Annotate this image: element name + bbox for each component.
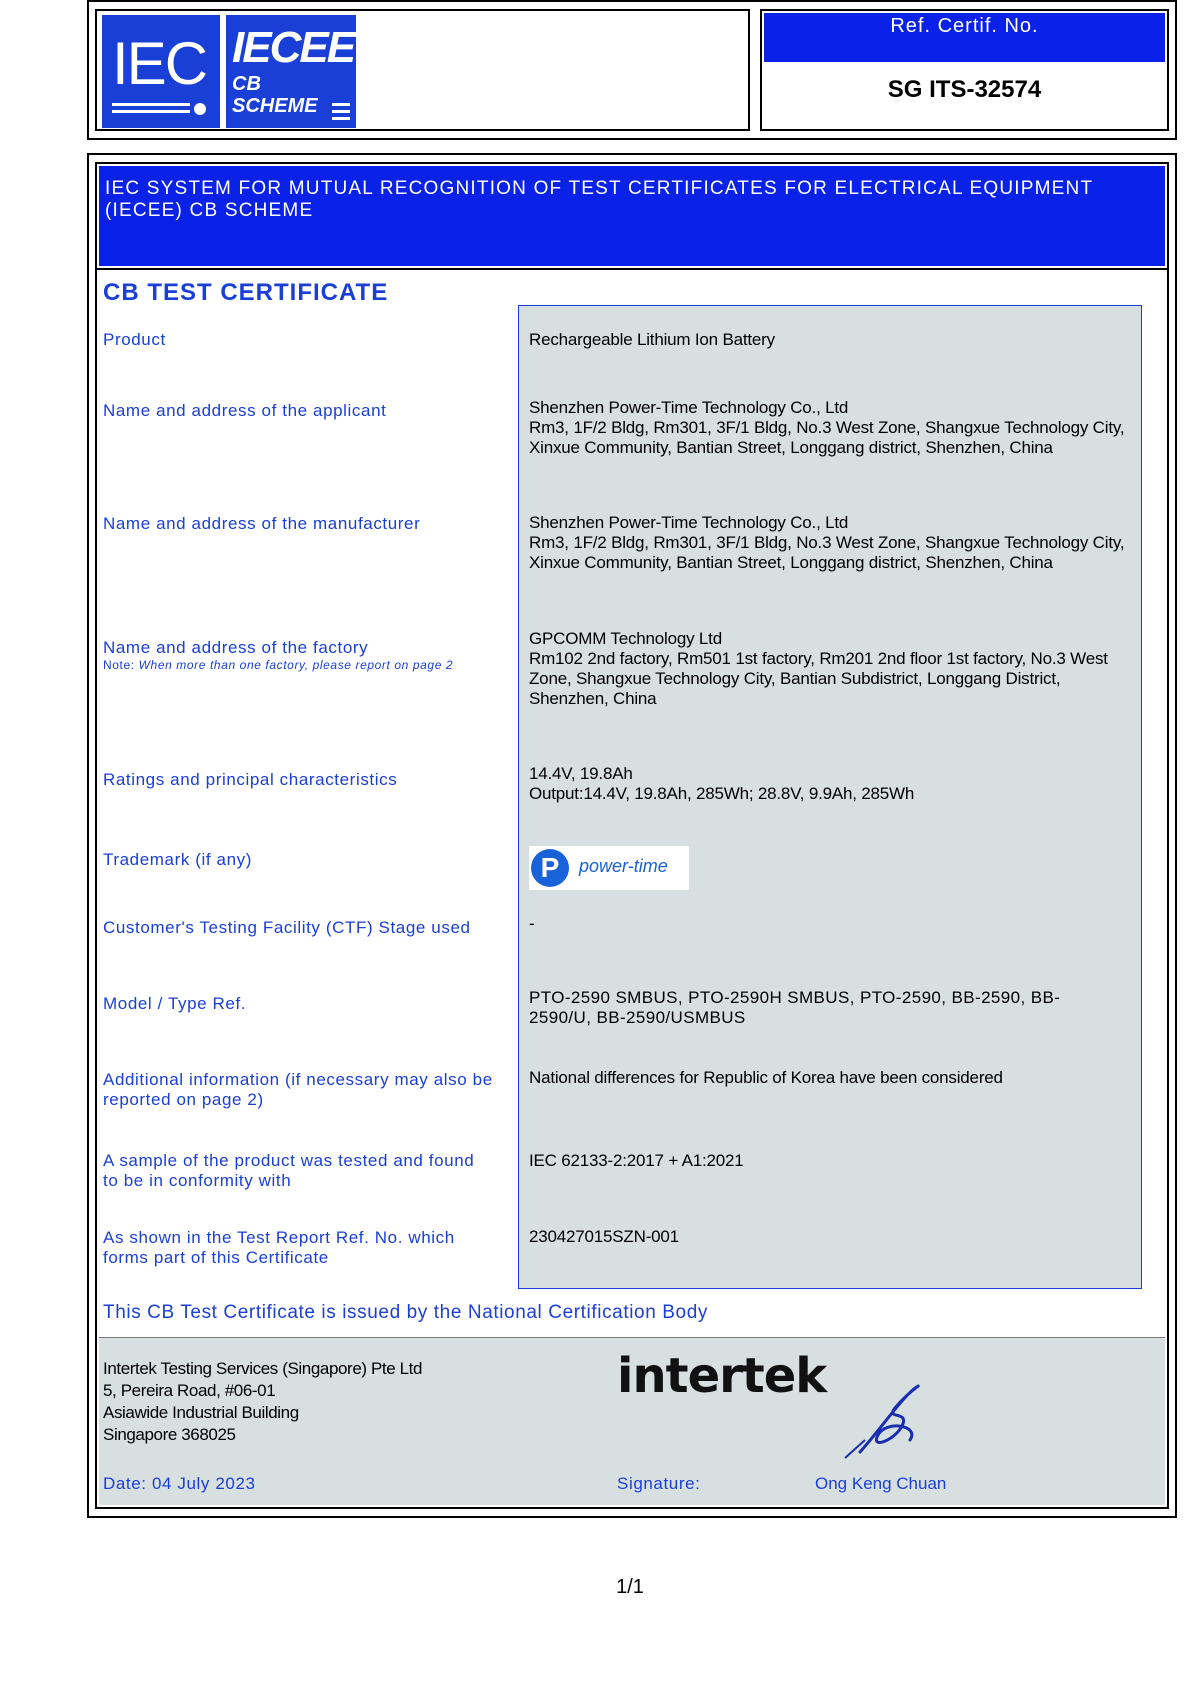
applicant-value [529,398,1134,458]
applicant-line: Rm3, 1F/2 Bldg, Rm301, 3F/1 Bldg, No.3 West Zone, Shangxue Technology City, [529,418,1125,437]
signatory-name: Ong Keng Chuan [815,1474,947,1493]
manufacturer-value [529,513,1134,573]
trademark-label: Trademark (if any) [103,850,253,869]
signature-label: Signature: [617,1474,701,1493]
ratings-label: Ratings and principal characteristics [103,770,398,789]
iecee-cb-logo [226,15,356,128]
issuer-address-line: Intertek Testing Services (Singapore) Pte Ltd [103,1359,423,1378]
factory-note-text: When more than one factory, please report on page 2 [138,658,454,672]
issued-by: This CB Test Certificate is issued by the National Certification Body [103,1302,708,1323]
manufacturer-line: Rm3, 1F/2 Bldg, Rm301, 3F/1 Bldg, No.3 West Zone, Shangxue Technology City, [529,533,1125,552]
ctf-label: Customer's Testing Facility (CTF) Stage used [103,918,471,937]
scheme-logo-text: SCHEME [232,95,318,117]
iec-logo-lines [112,103,190,106]
ratings-value [529,764,1134,804]
model-line: 2590/U, BB-2590/USMBUS [529,1008,746,1027]
product-label: Product [103,330,166,349]
power-time-wordmark: power-time [579,856,668,876]
product-value: Rechargeable Lithium Ion Battery [529,330,775,349]
report-value: 230427015SZN-001 [529,1227,679,1246]
page-number: 1/1 [616,1576,644,1598]
issuer-address-line: Singapore 368025 [103,1425,236,1444]
date-field [103,1474,256,1494]
intertek-logo: intertek [617,1348,827,1404]
iec-logo [102,15,220,128]
factory-line: Rm102 2nd factory, Rm501 1st factory, Rm201 2nd floor 1st factory, No.3 West [529,649,1108,668]
date-value: 04 July 2023 [151,1474,256,1493]
conformity-value: IEC 62133-2:2017 + A1:2021 [529,1151,744,1170]
trademark-logo [529,846,689,890]
manufacturer-line: Shenzhen Power-Time Technology Co., Ltd [529,513,849,532]
report-label [103,1228,455,1268]
additional-label [103,1070,493,1110]
factory-label: Name and address of the factory [103,638,369,657]
manufacturer-label: Name and address of the manufacturer [103,514,421,533]
banner-divider [95,268,1169,270]
ref-number: SG ITS-32574 [887,76,1042,103]
factory-line: Shenzhen, China [529,689,657,708]
certificate-title: CB TEST CERTIFICATE [103,279,389,306]
applicant-line: Xinxue Community, Bantian Street, Longgang district, Shenzhen, China [529,438,1053,457]
additional-label-line: Additional information (if necessary may also be [103,1070,493,1089]
factory-line: GPCOMM Technology Ltd [529,629,722,648]
date-label: Date: [103,1474,147,1493]
applicant-label: Name and address of the applicant [103,401,387,420]
issuer-address-line: 5, Pereira Road, #06-01 [103,1381,276,1400]
report-label-line: As shown in the Test Report Ref. No. which [103,1228,455,1247]
additional-value: National differences for Republic of Korea have been considered [529,1068,1003,1087]
ratings-line: 14.4V, 19.8Ah [529,764,633,783]
additional-label-line: reported on page 2) [103,1090,264,1109]
factory-line: Zone, Shangxue Technology City, Bantian Subdistrict, Longgang District, [529,669,1061,688]
power-time-glyph: P [540,852,560,883]
system-title: IEC SYSTEM FOR MUTUAL RECOGNITION OF TEST CERTIFICATES FOR ELECTRICAL EQUIPMENT (IECEE) CB SCHEME [105,178,1093,221]
ratings-line: Output:14.4V, 19.8Ah, 285Wh; 28.8V, 9.9Ah, 285Wh [529,784,915,803]
ref-label: Ref. Certif. No. [764,13,1165,62]
iecee-logo-text: IECEE [232,23,355,72]
factory-note-prefix: Note: [103,658,139,672]
model-line: PTO-2590 SMBUS, PTO-2590H SMBUS, PTO-2590, BB-2590, BB- [529,988,1061,1007]
report-label-line: forms part of this Certificate [103,1248,329,1267]
system-banner [99,166,1165,266]
conformity-label-line: to be in conformity with [103,1171,292,1190]
factory-value [529,629,1134,709]
conformity-label [103,1151,474,1191]
ctf-value: - [529,914,535,933]
model-label: Model / Type Ref. [103,994,247,1013]
model-value [529,988,1134,1028]
signature-image [840,1380,930,1460]
issuer-address-line: Asiawide Industrial Building [103,1403,299,1422]
issuer-address [103,1358,463,1446]
power-time-icon [531,849,569,887]
iec-logo-text: IEC [112,30,207,97]
cb-logo-text: CB [232,73,261,95]
manufacturer-line: Xinxue Community, Bantian Street, Longgang district, Shenzhen, China [529,553,1053,572]
applicant-line: Shenzhen Power-Time Technology Co., Ltd [529,398,849,417]
conformity-label-line: A sample of the product was tested and found [103,1151,475,1170]
factory-note [103,658,453,672]
